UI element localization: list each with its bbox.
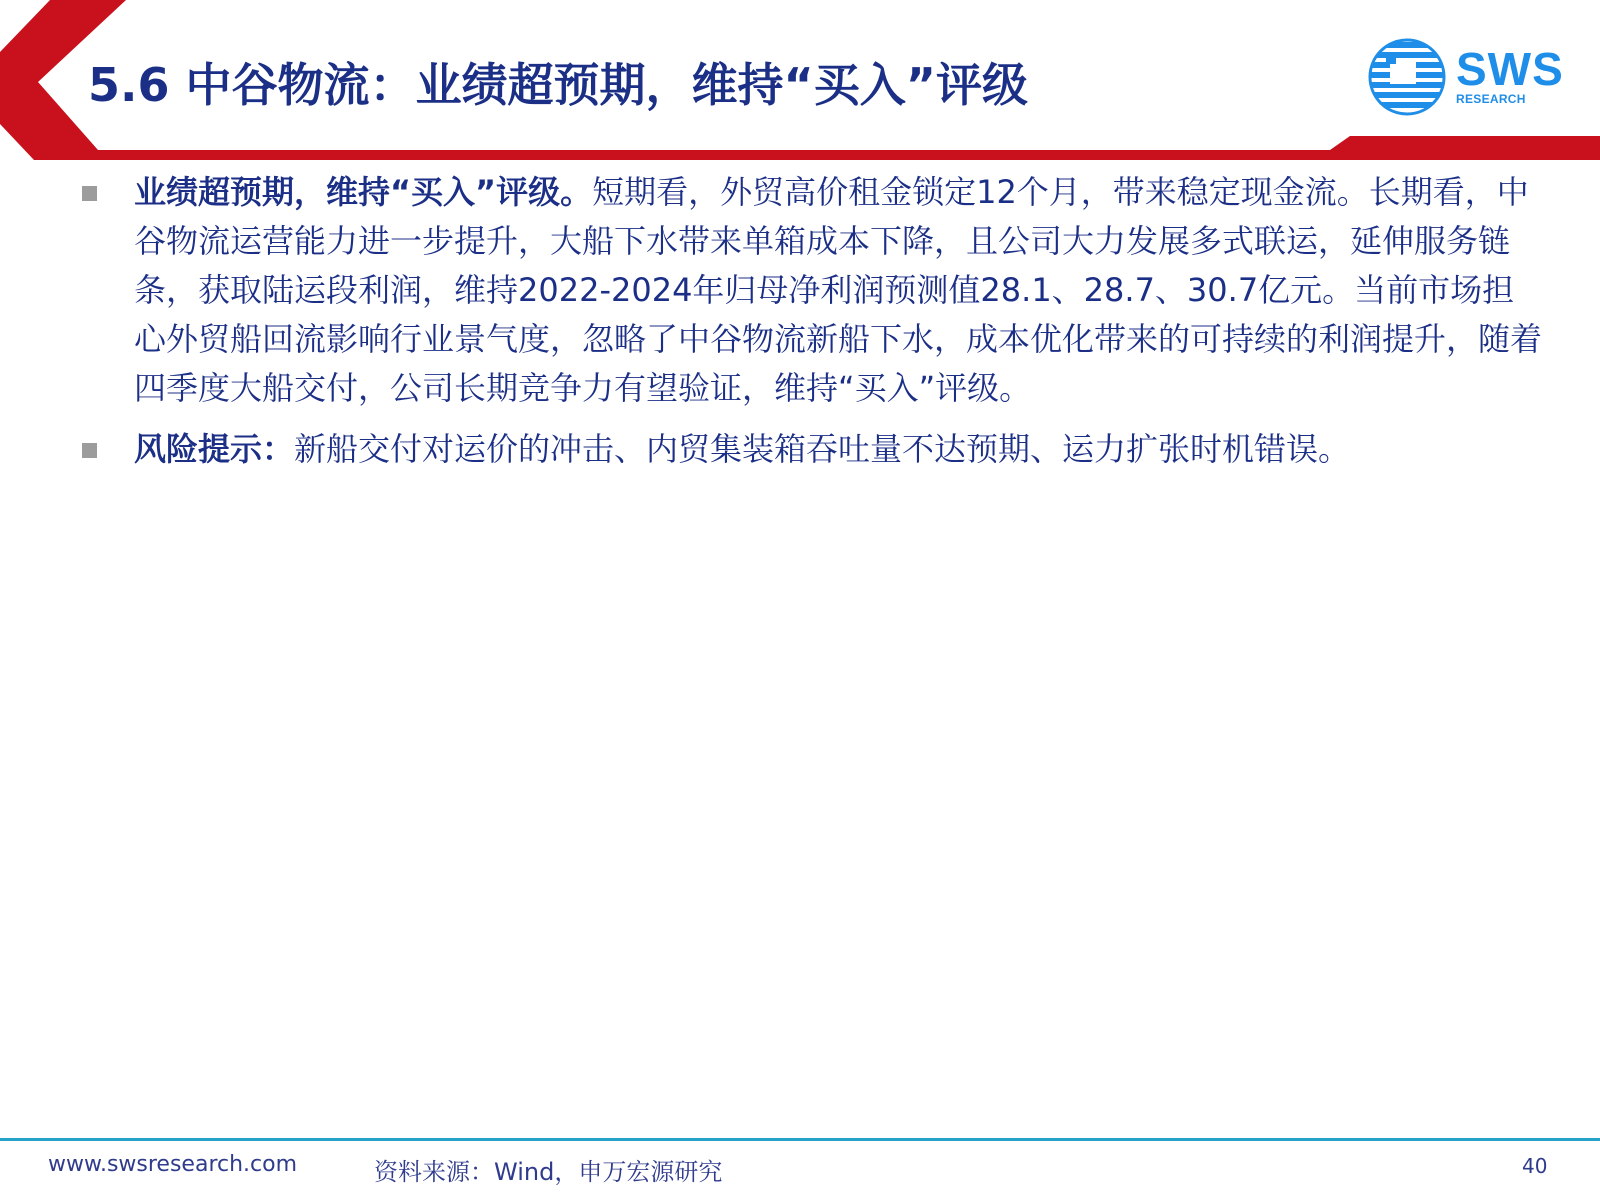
bullet-lead: 风险提示： xyxy=(134,430,295,468)
square-bullet-icon xyxy=(82,443,97,458)
sws-logo xyxy=(1368,38,1568,116)
bullet-item-risk xyxy=(76,425,1546,474)
bullet-body: 短期看，外贸高价租金锁定12个月，带来稳定现金流。长期看，中谷物流运营能力进一步提升，大船下水带来单箱成本下降，且公司大力发展多式联运，延伸服务链条，获取陆运段利润，维持2022-2024年归母净利润预测值28.1、28.7、30.7亿元。当前市场担心外贸船回流影响行业景气度，忽略了中谷物流新船下水，成本优化带来的可持续的利润提升，随着四季度大船交付，公司长期竞争力有望验证，维持“买入”评级。 xyxy=(134,173,1543,407)
footer-source: 资料来源：Wind，申万宏源研究 xyxy=(374,1158,723,1186)
square-bullet-icon xyxy=(82,186,97,201)
content-body xyxy=(76,168,1546,486)
sws-globe-icon xyxy=(1368,38,1446,116)
bullet-lead: 业绩超预期，维持“买入”评级。 xyxy=(134,173,593,211)
page-title: 5.6 中谷物流：业绩超预期，维持“买入”评级 xyxy=(88,58,1028,112)
logo-wordmark: SWS xyxy=(1456,43,1564,95)
footer-divider xyxy=(0,1138,1600,1141)
logo-subtitle: RESEARCH xyxy=(1456,92,1526,106)
page-number: 40 xyxy=(1522,1154,1548,1178)
bullet-item-rating xyxy=(76,168,1546,413)
footer-website: www.swsresearch.com xyxy=(48,1152,298,1177)
bullet-body: 新船交付对运价的冲击、内贸集装箱吞吐量不达预期、运力扩张时机错误。 xyxy=(294,430,1351,468)
